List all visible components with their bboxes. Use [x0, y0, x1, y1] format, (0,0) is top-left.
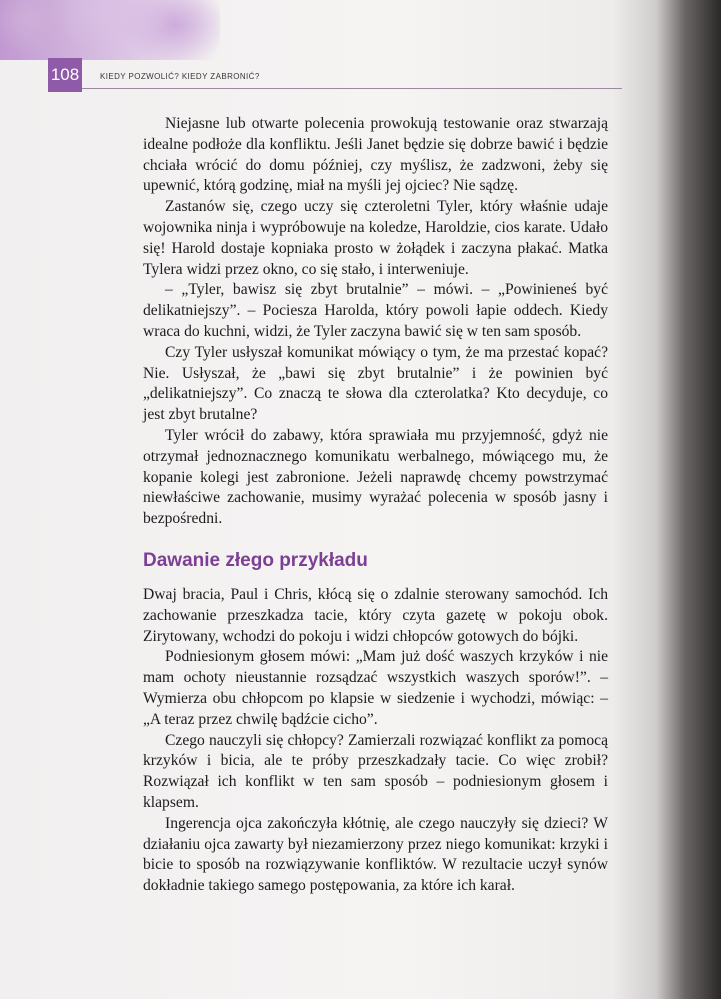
- section-2-body: [143, 585, 608, 897]
- paragraph: Tyler wrócił do zabawy, która sprawiała mu przyjemność, gdyż nie otrzymał jednoznacznego komunikatu werbalnego, mówiącego mu, że kopanie kolegi jest zabronione. Jeżeli naprawdę chcemy powstrzymać niewłaściwe zachowanie, musimy wyrażać polecenia w sposób jasny i bezpośredni.: [143, 426, 608, 528]
- page-number: 108: [48, 58, 82, 92]
- section-heading: Dawanie złego przykładu: [143, 550, 368, 571]
- paragraph: Czego nauczyli się chłopcy? Zamierzali rozwiązać konflikt za pomocą krzyków i bicia, ale te próby przeszkadzały tacie. Co więc zrobił? Rozwiązał ich konflikt w ten sam sposób – podniesionym głosem i klapsem.: [143, 731, 608, 811]
- paragraph: Dwaj bracia, Paul i Chris, kłócą się o zdalnie sterowany samochód. Ich zachowanie przeszkadza tacie, który czyta gazetę w pokoju obok. Zirytowany, wchodzi do pokoju i widzi chłopców gotowych do bójki.: [143, 586, 608, 645]
- section-1-body: [143, 114, 608, 530]
- paragraph: Niejasne lub otwarte polecenia prowokują testowanie oraz stwarzają idealne podłoże dla konfliktu. Jeśli Janet będzie się dobrze bawić i będzie chciała wrócić do domu później, czy myślisz, że zadzwoni, żeby się upewnić, którą godzinę, miał na myśli jej ojciec? Nie sądzę.: [143, 115, 608, 195]
- header-rule: [82, 88, 622, 89]
- paragraph: Ingerencja ojca zakończyła kłótnię, ale czego nauczyły się dzieci? W działaniu ojca zawarty był niezamierzony przez niego komunikat: krzyki i bicie to sposób na rozwiązywanie konfliktów. W rezultacie uczył synów dokładnie takiego samego postępowania, za które ich karał.: [143, 814, 608, 895]
- paragraph: Podniesionym głosem mówi: „Mam już dość waszych krzyków i nie mam ochoty nieustannie rozsądzać wszystkich waszych sporów!”. – Wymierza obu chłopcom po klapsie w siedzenie i wychodzi, mówiąc: – „A teraz przez chwilę bądźcie cicho”.: [143, 648, 608, 728]
- paragraph: – „Tyler, bawisz się zbyt brutalnie” – mówi. – „Powinieneś być delikatniejszy”. – Pociesza Harolda, który powoli łapie oddech. Kiedy wraca do kuchni, widzi, że Tyler zaczyna bawić się w ten sam sposób.: [143, 281, 608, 340]
- running-head: KIEDY POZWOLIĆ? KIEDY ZABRONIĆ?: [100, 72, 260, 81]
- header-photo: [0, 0, 220, 60]
- paragraph: Czy Tyler usłyszał komunikat mówiący o tym, że ma przestać kopać? Nie. Usłyszał, że „bawi się zbyt brutalnie” i że powinien być „delikatniejszy”. Co znaczą te słowa dla czterolatka? Kto decyduje, co jest zbyt brutalne?: [143, 343, 608, 424]
- paragraph: Zastanów się, czego uczy się czteroletni Tyler, który właśnie udaje wojownika ninja i wypróbowuje na koledze, Haroldzie, cios karate. Udało się! Harold dostaje kopniaka prosto w żołądek i zaczyna płakać. Matka Tylera widzi przez okno, co się stało, i interweniuje.: [143, 198, 608, 278]
